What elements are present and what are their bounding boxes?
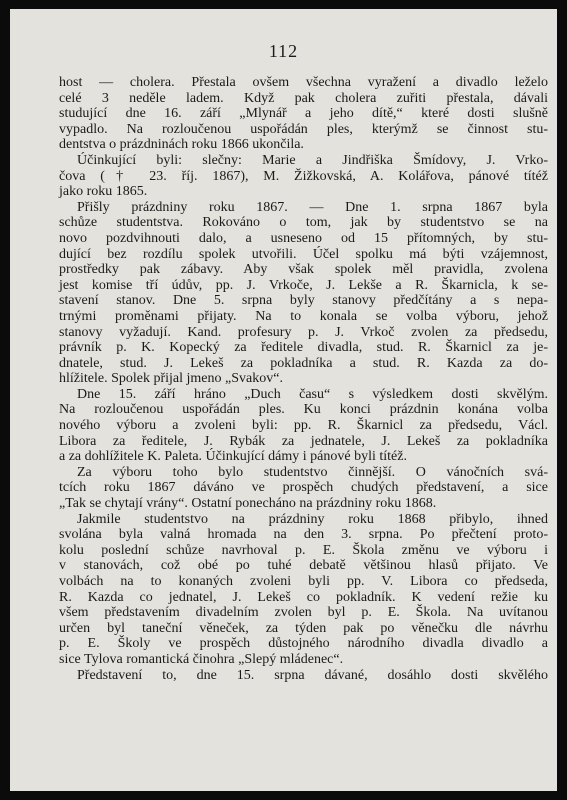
- text-line: prostředky pak zábavy. Aby však spolek měl pravidla, zvolena: [59, 262, 548, 278]
- text-line: Jakmile studentstvo na prázdniny roku 1868 přibylo, ihned: [77, 511, 548, 527]
- text-line: Libora za ředitele, J. Rybák za jednatele, J. Lekeš za pokladníka: [59, 433, 548, 449]
- text-line: dující bez rozdílu spolek utvořili. Účel spolku má býti vzájemnost,: [59, 246, 548, 262]
- text-line: Za výboru toho bylo studentstvo činnější. O vánočních svá-: [77, 464, 548, 480]
- text-line: stanovy vyžadují. Kand. profesury p. J. Vrkoč zvolen za předsedu,: [59, 324, 548, 340]
- page-number: 112: [268, 41, 299, 61]
- text-line: dentstva o prázdninách roku 1866 ukončila.: [59, 137, 304, 153]
- text-line: novo pozdvihnouti dalo, a usneseno od 15 přítomných, by stu-: [59, 230, 548, 246]
- text-line: svolána byla valná hromada na den 3. srpna. Po přečtení proto-: [59, 527, 548, 543]
- text-line: kolu poslední schůze navrhoval p. E. Škola změnu ve výboru i: [59, 542, 548, 558]
- text-line: Dne 15. září hráno „Duch času“ s výsledkem dosti skvělým.: [77, 386, 548, 402]
- text-line: nového výboru a zvoleni byli: pp. R. Škarnicl za předsedu, Václ.: [59, 418, 548, 434]
- text-line: sice Tylova romantická činohra „Slepý mládenec“.: [59, 651, 344, 667]
- text-line: Představení to, dne 15. srpna dávané, dosáhlo dosti skvělého: [77, 667, 548, 683]
- text-line: host — cholera. Přestala ovšem všechna vyražení a divadlo leželo: [59, 75, 548, 90]
- text-line: hlížitele. Spolek přijal jmeno „Svakov“.: [59, 371, 283, 387]
- text-line: všem představením divadelním zvolen byl p. E. Škola. Na uvítanou: [59, 605, 548, 621]
- text-line: schůze studentstva. Rokováno o tom, jak by studentstvo se na: [59, 215, 548, 231]
- text-line: „Tak se chytají vrány“. Ostatní ponecháno na prázdniny roku 1868.: [59, 496, 437, 512]
- text-line: stavení stanov. Dne 5. srpna byly stanovy předčítány a s nepa-: [59, 293, 548, 309]
- book-page: [10, 9, 557, 791]
- text-line: vypadlo. Na rozloučenou uspořádán ples, kterýmž se činnost stu-: [59, 121, 548, 137]
- text-line: dnatele, stud. J. Lekeš za pokladníka a stud. R. Kazda za do-: [59, 355, 548, 371]
- text-line: p. E. Školy ve prospěch důstojného národního divadla divadlo a: [59, 636, 548, 652]
- body-text: [59, 75, 548, 683]
- text-line: Na rozloučenou uspořádán ples. Ku konci prázdnin konána volba: [59, 402, 548, 418]
- text-line: jest komise tří údův, pp. J. Vrkoče, J. Lekše a R. Škarnicla, k se-: [59, 277, 548, 293]
- text-line: trnými proměnami přijaty. Na to konala se volba výboru, jehož: [59, 308, 548, 324]
- text-line: celé 3 neděle ladem. Když pak cholera zuřiti přestala, dávali: [59, 90, 548, 106]
- text-line: právník p. K. Kopecký za ředitele divadla, stud. R. Škarnicl za je-: [59, 340, 548, 356]
- text-line: volbách na to konaných zvoleni byli pp. V. Libora co předseda,: [59, 574, 548, 589]
- text-line: studující dne 16. září „Mlynář a jeho dítě,“ které dosti slušně: [59, 106, 548, 122]
- text-line: R. Kazda co jednatel, J. Lekeš co pokladník. K vedení režie ku: [59, 589, 548, 605]
- text-line: Přišly prázdniny roku 1867. — Dne 1. srpna 1867 byla: [77, 199, 548, 215]
- text-line: a za dohlížitele K. Paleta. Účinkující dámy i pánové byli títéž.: [59, 449, 407, 465]
- text-line: čova († 23. říj. 1867), M. Žižkovská, A. Kolářova, pánové títéž: [59, 168, 548, 184]
- text-line: jako roku 1865.: [59, 184, 148, 200]
- text-line: v stanovách, což obé po tuhé debatě většinou hlasů přijato. Ve: [59, 558, 548, 574]
- text-line: určen byl taneční věneček, za týden pak po věnečku dle návrhu: [59, 620, 548, 636]
- text-line: Účinkující byli: slečny: Marie a Jindřiška Šmídovy, J. Vrko-: [77, 152, 548, 168]
- text-line: tcích roku 1867 dáváno ve prospěch chudých představení, a sice: [59, 480, 548, 496]
